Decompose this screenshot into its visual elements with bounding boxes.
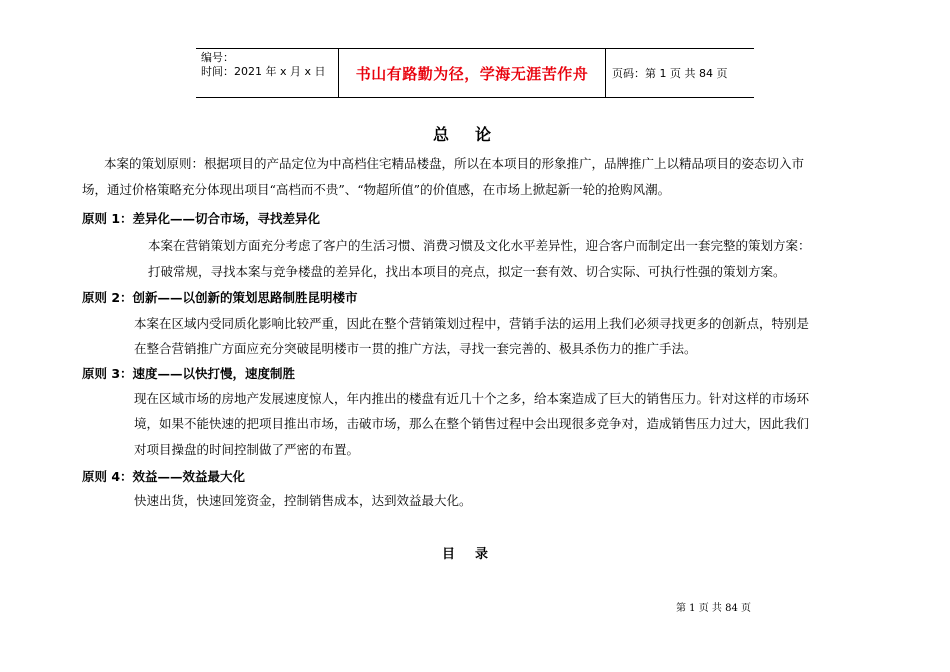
- principle-2-line-1: 本案在区域内受同质化影响比较严重，因此在整个营销策划过程中，营销手法的运用上我们必须寻找更多的创新点，特别是: [134, 316, 810, 331]
- header-table: [196, 48, 754, 98]
- principle-3-line-2: 境，如果不能快速的把项目推出市场，击破市场，那么在整个销售过程中会出现很多竞争对，造成销售压力过大，因此我们: [134, 416, 810, 431]
- intro-line-2: 场，通过价格策略充分体现出项目“高档而不贵”、“物超所值”的价值感，在市场上掀起新一轮的抢购风潮。: [82, 182, 671, 197]
- page-footer: 第 1 页 共 84 页: [676, 603, 751, 614]
- principle-3-heading: 原则 3：速度——以快打慢，速度制胜: [82, 366, 296, 381]
- intro-line-1: 本案的策划原则：根据项目的产品定位为中高档住宅精品楼盘，所以在本项目的形象推广，品牌推广上以精品项目的姿态切入市: [104, 156, 805, 171]
- toc-title: 目录: [441, 547, 508, 562]
- principle-3-line-3: 对项目操盘的时间控制做了严密的布置。: [134, 442, 360, 457]
- principle-1-heading: 原则 1：差异化——切合市场，寻找差异化: [82, 211, 321, 226]
- page-title: 总论: [432, 125, 517, 144]
- number-label: 编号：: [201, 51, 234, 64]
- principle-1-line-1: 本案在营销策划方面充分考虑了客户的生活习惯、消费习惯及文化水平差异性，迎合客户而制定出一套完整的策划方案：: [148, 238, 811, 253]
- principle-1-line-2: 打破常规，寻找本案与竞争楼盘的差异化，找出本项目的亮点，拟定一套有效、切合实际、可执行性强的策划方案。: [148, 264, 786, 279]
- principle-2-line-2: 在整合营销推广方面应充分突破昆明楼市一贯的推广方法，寻找一套完善的、极具杀伤力的推广手法。: [134, 341, 697, 356]
- header-slogan: 书山有路勤为径，学海无涯苦作舟: [339, 49, 606, 97]
- principle-2-heading: 原则 2：创新——以创新的策划思路制胜昆明楼市: [82, 290, 358, 305]
- principle-3-line-1: 现在区域市场的房地产发展速度惊人，年内推出的楼盘有近几十个之多，给本案造成了巨大的销售压力。针对这样的市场环: [134, 391, 810, 406]
- time-label: 时间：2021 年 x 月 x 日: [201, 65, 326, 78]
- header-page-info: 页码：第 1 页 共 84 页: [612, 67, 728, 80]
- principle-4-heading: 原则 4：效益——效益最大化: [82, 469, 246, 484]
- principle-4-line-1: 快速出货，快速回笼资金，控制销售成本，达到效益最大化。: [134, 493, 472, 508]
- header-meta: [196, 49, 339, 97]
